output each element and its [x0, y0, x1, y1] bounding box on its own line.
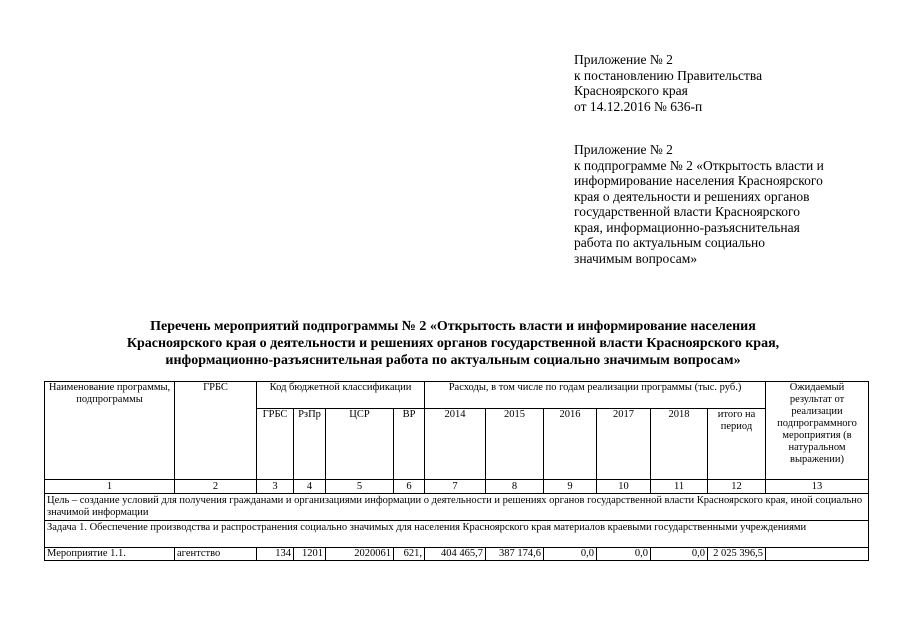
column-number: 13: [766, 480, 869, 494]
header-code-grbs: ГРБС: [257, 409, 294, 480]
appendix-line: значимым вопросам»: [574, 250, 698, 266]
title-line: Перечень мероприятий подпрограммы № 2 «Открытость власти и информирование населения: [150, 319, 756, 334]
appendix-line: Приложение № 2: [574, 52, 673, 67]
header-code-csr: ЦСР: [326, 409, 394, 480]
appendix-line: государственной власти Красноярского: [574, 204, 800, 219]
column-number: 4: [294, 480, 326, 494]
row-result: [766, 548, 869, 561]
appendix-note-subprogram: [574, 142, 824, 266]
title-line: информационно-разъяснительная работа по актуальным социально значимым вопросам»: [165, 353, 741, 368]
header-result: Ожидаемый результат от реализации подпрограммного мероприятия (в натуральном выражении): [766, 382, 869, 480]
header-grbs: ГРБС: [175, 382, 257, 480]
appendix-line: информирование населения Красноярского: [574, 173, 823, 188]
column-number: 6: [394, 480, 425, 494]
column-number: 11: [651, 480, 708, 494]
document-title: [60, 318, 846, 369]
column-number: 12: [708, 480, 766, 494]
column-number: 2: [175, 480, 257, 494]
row-total: 2 025 396,5: [708, 548, 766, 561]
row-year-2018: 0,0: [651, 548, 708, 561]
header-year-2016: 2016: [544, 409, 597, 480]
appendix-line: работа по актуальным социально: [574, 235, 766, 250]
row-code-grbs: 134: [257, 548, 294, 561]
table-row: [45, 548, 869, 561]
row-name: Мероприятие 1.1.: [45, 548, 175, 561]
header-year-2018: 2018: [651, 409, 708, 480]
column-number: 8: [486, 480, 544, 494]
column-number: 10: [597, 480, 651, 494]
header-row: [45, 382, 869, 409]
row-code-csr: 2020061: [326, 548, 394, 561]
row-year-2015: 387 174,6: [486, 548, 544, 561]
task-row: [45, 521, 869, 548]
header-budget-code: Код бюджетной классификации: [257, 382, 425, 409]
header-year-2014: 2014: [425, 409, 486, 480]
column-number: 3: [257, 480, 294, 494]
column-number: 7: [425, 480, 486, 494]
appendix-note-decree: [574, 52, 762, 114]
header-year-2017: 2017: [597, 409, 651, 480]
appendix-line: края о деятельности и решениях органов: [574, 188, 810, 204]
appendix-line: Приложение № 2: [574, 142, 673, 157]
column-number-row: [45, 480, 869, 494]
header-expenses: Расходы, в том числе по годам реализации программы (тыс. руб.): [425, 382, 766, 409]
column-number: 5: [326, 480, 394, 494]
row-year-2014: 404 465,7: [425, 548, 486, 561]
goal-text: Цель – создание условий для получения гражданами и организациями информации о деятельности и решениях органов государственной власти Красноярского края, иной социально значимой информации: [45, 494, 869, 521]
task-text: Задача 1. Обеспечение производства и распространения социально значимых для населения Красноярского края материалов краевыми государственными учреждениями: [45, 521, 869, 548]
row-code-rzpr: 1201: [294, 548, 326, 561]
appendix-line: Красноярского края: [574, 83, 688, 98]
measures-table: [44, 381, 869, 561]
row-code-vr: 621,: [394, 548, 425, 561]
header-year-2015: 2015: [486, 409, 544, 480]
title-line: Красноярского края о деятельности и решениях органов государственной власти Красноярского края,: [126, 336, 780, 351]
column-number: 1: [45, 480, 175, 494]
header-total: итого на период: [708, 409, 766, 480]
appendix-line: от 14.12.2016 № 636-п: [574, 98, 703, 114]
header-code-rzpr: РзПр: [294, 409, 326, 480]
appendix-line: к подпрограмме № 2 «Открытость власти и: [574, 157, 824, 173]
appendix-line: края, информационно-разъяснительная: [574, 219, 800, 235]
row-grbs: агентство: [175, 548, 257, 561]
header-name: Наименование программы, подпрограммы: [45, 382, 175, 480]
column-number: 9: [544, 480, 597, 494]
goal-row: [45, 494, 869, 521]
row-year-2017: 0,0: [597, 548, 651, 561]
header-code-vr: ВР: [394, 409, 425, 480]
appendix-line: к постановлению Правительства: [574, 67, 763, 83]
row-year-2016: 0,0: [544, 548, 597, 561]
